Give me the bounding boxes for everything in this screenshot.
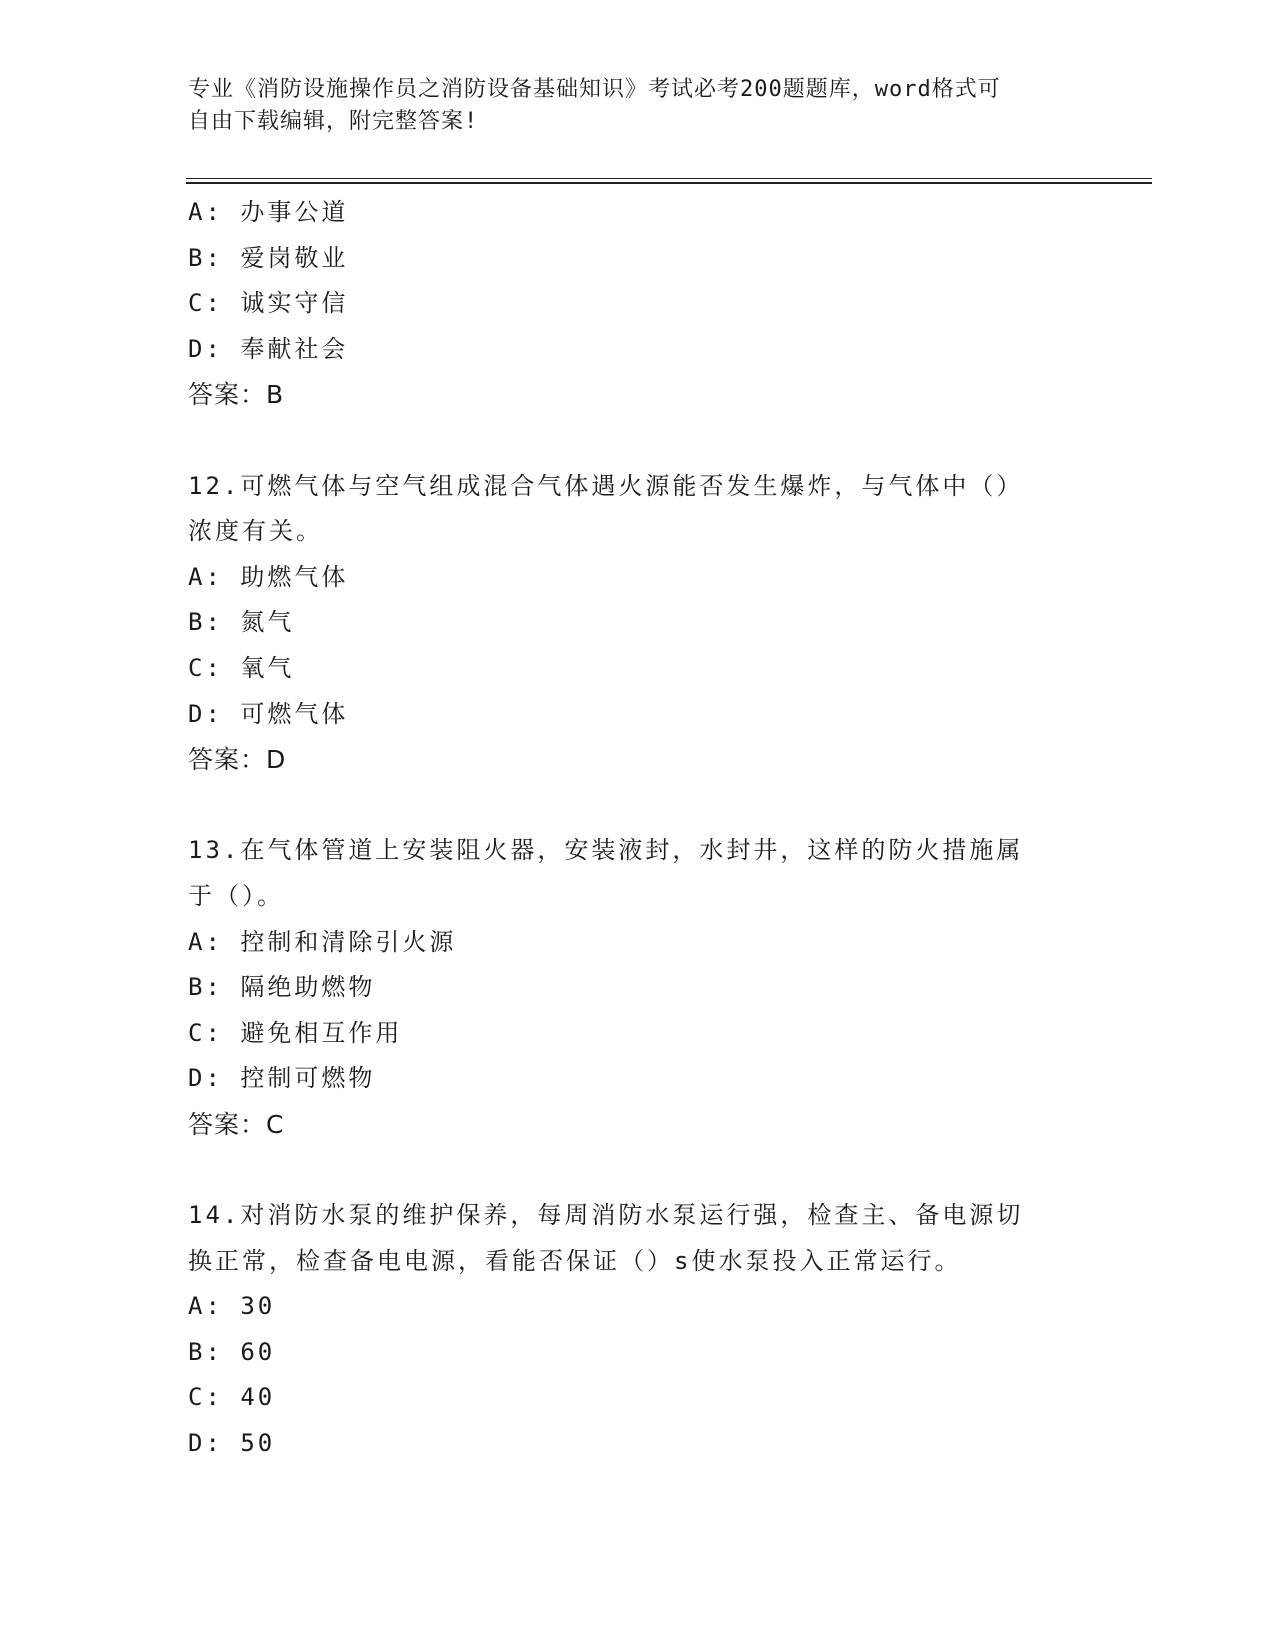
question-stem-line-1: 14.对消防水泵的维护保养，每周消防水泵运行强，检查主、备电源切 xyxy=(188,1201,1024,1230)
option-d: D: 奉献社会 xyxy=(188,334,349,363)
header-rule-thin xyxy=(186,178,1152,179)
answer: 答案：B xyxy=(188,380,285,410)
question-stem-line-2: 浓度有关。 xyxy=(188,517,323,546)
question-stem-line-1: 12.可燃气体与空气组成混合气体遇火源能否发生爆炸，与气体中（） xyxy=(188,471,1024,500)
question-stem-line-1: 13.在气体管道上安装阻火器，安装液封，水封井，这样的防火措施属 xyxy=(188,836,1024,865)
spacer xyxy=(188,783,1088,829)
option-c: C: 40 xyxy=(188,1383,276,1412)
question-11-continued xyxy=(188,190,1088,418)
question-stem-line-2: 于（）。 xyxy=(188,881,284,910)
option-a: A: 30 xyxy=(188,1292,276,1321)
option-b: B: 氮气 xyxy=(188,608,295,637)
document-header xyxy=(188,74,1068,138)
option-a: A: 助燃气体 xyxy=(188,562,349,591)
option-c: C: 避免相互作用 xyxy=(188,1018,403,1047)
header-rule-thick xyxy=(186,182,1152,184)
question-13 xyxy=(188,828,1088,1147)
question-14 xyxy=(188,1193,1088,1467)
answer: 答案：C xyxy=(188,1109,285,1139)
document-body xyxy=(188,190,1088,1467)
answer: 答案：D xyxy=(188,745,287,775)
header-line-2: 自由下载编辑，附完整答案! xyxy=(188,109,479,134)
question-stem-line-2: 换正常，检查备电电源，看能否保证（）s使水泵投入正常运行。 xyxy=(188,1246,962,1275)
option-a: A: 办事公道 xyxy=(188,198,349,226)
option-c: C: 诚实守信 xyxy=(188,289,349,318)
option-d: D: 控制可燃物 xyxy=(188,1064,376,1093)
spacer xyxy=(188,418,1088,464)
option-b: B: 爱岗敬业 xyxy=(188,243,349,272)
option-d: D: 可燃气体 xyxy=(188,699,349,728)
option-b: B: 隔绝助燃物 xyxy=(188,973,376,1002)
option-c: C: 氧气 xyxy=(188,653,295,682)
header-line-1: 专业《消防设施操作员之消防设备基础知识》考试必考200题题库，word格式可 xyxy=(188,77,1001,102)
question-12 xyxy=(188,464,1088,783)
option-a: A: 控制和清除引火源 xyxy=(188,927,457,956)
spacer xyxy=(188,1147,1088,1193)
option-d: D: 50 xyxy=(188,1429,276,1458)
option-b: B: 60 xyxy=(188,1337,276,1366)
